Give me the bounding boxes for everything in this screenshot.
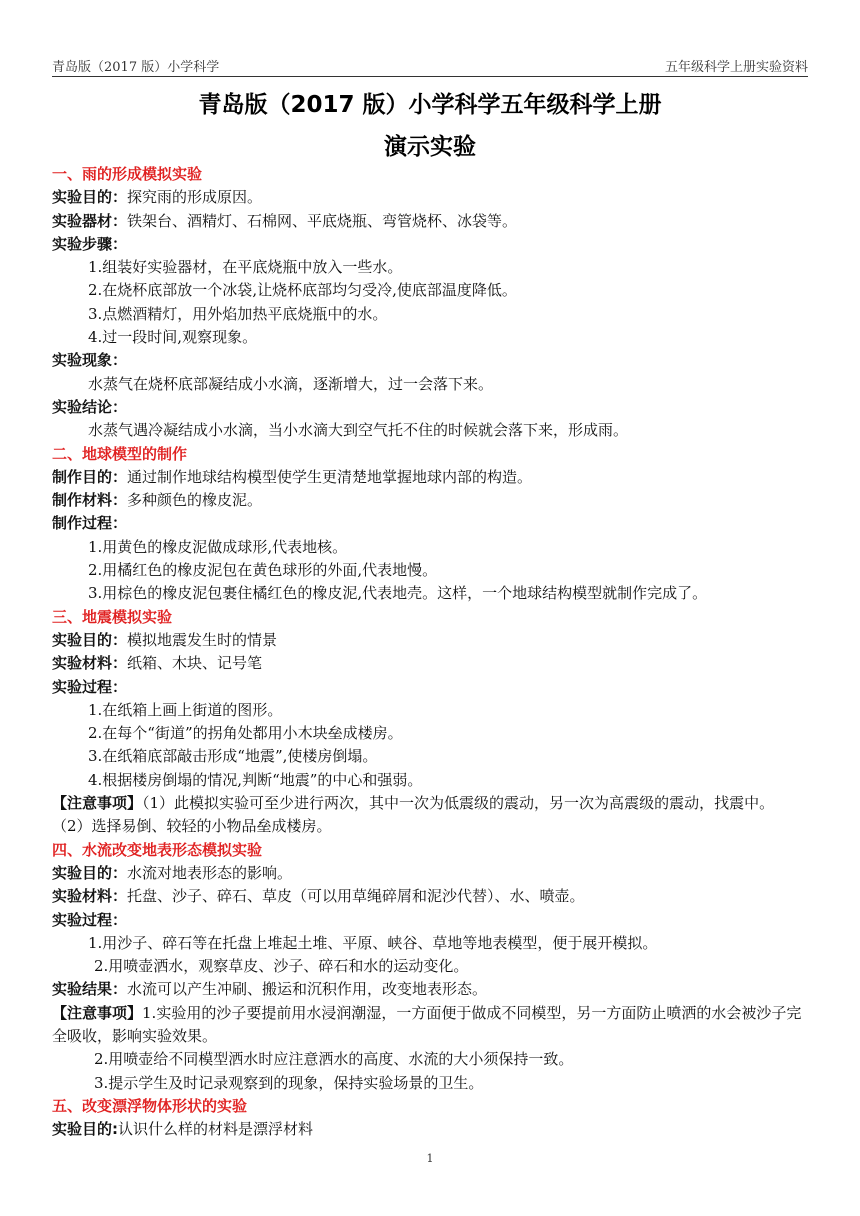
page-title: 青岛版（2017 版）小学科学五年级科学上册	[198, 92, 662, 118]
document-body	[52, 163, 808, 1141]
field-label: 实验结果：	[52, 980, 128, 999]
header-right: 五年级科学上册实验资料	[664, 60, 808, 75]
step-item: 2.在每个“街道”的拐角处都用小木块垒成楼房。	[88, 724, 403, 743]
step-item: 3.在纸箱底部敲击形成“地震”,使楼房倒塌。	[88, 747, 378, 766]
section-heading-3: 三、地震模拟实验	[52, 607, 173, 626]
field-label: 实验过程：	[52, 910, 128, 929]
field-label: 实验材料：	[52, 887, 128, 906]
note-text: （2）选择易倒、较轻的小物品垒成楼房。	[52, 817, 332, 836]
field-text: 纸箱、木块、记号笔	[127, 654, 263, 673]
note-text: 3.提示学生及时记录观察到的现象，保持实验场景的卫生。	[94, 1073, 484, 1092]
step-item: 3.用棕色的橡皮泥包裹住橘红色的橡皮泥,代表地壳。这样，一个地球结构模型就制作完成了。	[88, 584, 708, 603]
field-label: 实验器材：	[52, 211, 128, 230]
field-text: 铁架台、酒精灯、石棉网、平底烧瓶、弯管烧杯、冰袋等。	[127, 211, 518, 230]
step-item: 1.用沙子、碎石等在托盘上堆起土堆、平原、峡谷、草地等地表模型，便于展开模拟。	[88, 933, 658, 952]
field-label: 实验步骤：	[52, 234, 128, 253]
step-item: 4.过一段时间,观察现象。	[88, 328, 258, 347]
field-text: 多种颜色的橡皮泥。	[127, 491, 263, 510]
paragraph	[52, 466, 808, 489]
section-heading-5: 五、改变漂浮物体形状的实验	[52, 1096, 248, 1115]
field-label: 实验结论：	[52, 397, 128, 416]
paragraph	[52, 885, 808, 908]
field-text: 通过制作地球结构模型使学生更清楚地掌握地球内部的构造。	[127, 467, 533, 486]
field-label: 制作过程：	[52, 514, 128, 533]
section-heading-2: 二、地球模型的制作	[52, 444, 188, 463]
header-left: 青岛版（2017 版）小学科学	[52, 60, 220, 75]
note-text: 2.用喷壶给不同模型洒水时应注意洒水的高度、水流的大小须保持一致。	[94, 1050, 574, 1069]
paragraph	[52, 489, 808, 512]
field-label: 实验目的：	[52, 863, 128, 882]
field-text: 探究雨的形成原因。	[127, 188, 263, 207]
field-text: 水蒸气遇冷凝结成小水滴，当小水滴大到空气托不住的时候就会落下来，形成雨。	[88, 421, 629, 440]
note-label: 【注意事项】	[52, 1003, 143, 1022]
step-item: 4.根据楼房倒塌的情况,判断“地震”的中心和强弱。	[88, 770, 423, 789]
field-label: 制作目的：	[52, 467, 128, 486]
field-text: 模拟地震发生时的情景	[127, 630, 278, 649]
section-heading-4: 四、水流改变地表形态模拟实验	[52, 840, 263, 859]
note-paragraph	[52, 1002, 808, 1049]
step-item: 2.用喷壶洒水，观察草皮、沙子、碎石和水的运动变化。	[94, 957, 469, 976]
field-label: 实验过程：	[52, 677, 128, 696]
step-item: 2.用橘红色的橡皮泥包在黄色球形的外面,代表地慢。	[88, 561, 438, 580]
field-label: 实验目的：	[52, 630, 128, 649]
field-text: 水流对地表形态的影响。	[127, 863, 293, 882]
step-item: 1.用黄色的橡皮泥做成球形,代表地核。	[88, 537, 348, 556]
page-subtitle: 演示实验	[384, 134, 476, 160]
step-item: 1.在纸箱上画上街道的图形。	[88, 700, 283, 719]
page-header	[52, 54, 808, 77]
field-text: 水流可以产生冲刷、搬运和沉积作用，改变地表形态。	[127, 980, 488, 999]
paragraph	[52, 862, 808, 885]
field-label: 实验材料：	[52, 654, 128, 673]
field-label: 制作材料：	[52, 491, 128, 510]
paragraph	[52, 186, 808, 209]
field-text: 认识什么样的材料是漂浮材料	[118, 1120, 314, 1139]
section-heading-1: 一、雨的形成模拟实验	[52, 165, 203, 183]
field-text: 托盘、沙子、碎石、草皮（可以用草绳碎屑和泥沙代替）、水、喷壶。	[127, 887, 585, 906]
field-text: 水蒸气在烧杯底部凝结成小水滴，逐渐增大，过一会落下来。	[88, 374, 494, 393]
paragraph	[52, 1118, 808, 1141]
paragraph	[52, 629, 808, 652]
paragraph	[52, 978, 808, 1001]
note-paragraph	[52, 792, 808, 815]
note-text: （1）此模拟实验可至少进行两次，其中一次为低震级的震动，另一次为高震级的震动，找震中。	[142, 794, 775, 813]
field-label: 实验现象：	[52, 351, 128, 370]
field-label: 实验目的：	[52, 188, 128, 207]
page-number: 1	[426, 1152, 434, 1165]
paragraph	[52, 210, 808, 233]
step-item: 2.在烧杯底部放一个冰袋,让烧杯底部均匀受冷,使底部温度降低。	[88, 281, 517, 300]
step-item: 1.组装好实验器材，在平底烧瓶中放入一些水。	[88, 258, 403, 277]
step-item: 3.点燃酒精灯，用外焰加热平底烧瓶中的水。	[88, 304, 388, 323]
paragraph	[52, 652, 808, 675]
note-text: 1.实验用的沙子要提前用水浸润潮湿，一方面便于做成不同模型，另一方面防止喷洒的水会被沙子完全吸收，影响实验效果。	[52, 1003, 802, 1045]
field-label: 实验目的:	[52, 1120, 118, 1139]
note-label: 【注意事项】	[52, 794, 143, 813]
